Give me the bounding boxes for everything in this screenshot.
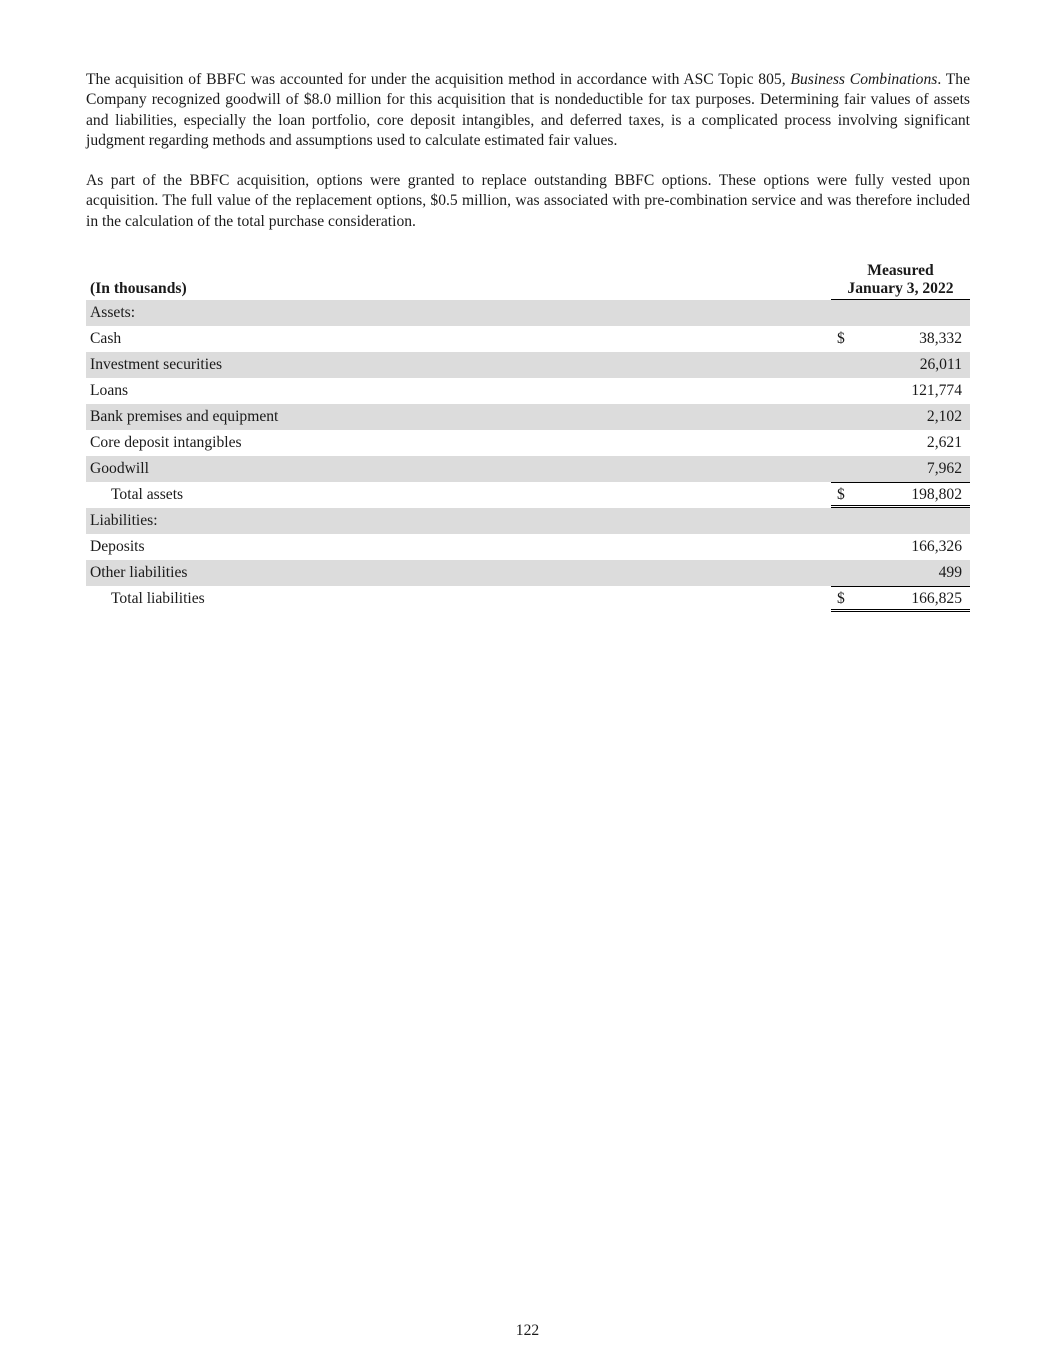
table-row (86, 326, 970, 352)
row-value-cell (831, 404, 970, 430)
row-value-cell (831, 560, 970, 586)
currency-symbol: $ (837, 330, 845, 347)
row-label: Loans (90, 382, 129, 399)
row-label: Cash (90, 330, 122, 347)
row-value: 198,802 (911, 486, 962, 503)
row-value: 2,102 (926, 408, 962, 425)
table-row (86, 378, 970, 404)
table-row (86, 534, 970, 560)
table-row (86, 300, 970, 326)
table-row (86, 508, 970, 534)
row-label: Deposits (90, 538, 145, 555)
row-value: 2,621 (926, 434, 962, 451)
row-value: 38,332 (919, 330, 962, 347)
row-label: Total assets (111, 486, 184, 503)
row-label: Goodwill (90, 460, 149, 477)
column-header-line-2: January 3, 2022 (847, 280, 954, 297)
row-value-cell-total (831, 586, 970, 612)
row-value: 121,774 (911, 382, 962, 399)
paragraph-1-text-b: . The Company recognized goodwill of $8.0 million for this acquisition that is nondeductible for tax purposes. Determining fair values of assets and liabilities, especially the loan portfolio, core deposit intangibles, and deferred taxes, is a complicated process involving significant judgment regarding methods and assumptions used to calculate estimated fair values. (86, 71, 970, 150)
currency-symbol: $ (837, 486, 845, 503)
page-number: 122 (515, 1322, 540, 1339)
table-row-total-liabilities (86, 586, 970, 612)
column-header-line-1: Measured (867, 262, 934, 279)
currency-symbol: $ (837, 590, 845, 607)
table-row (86, 560, 970, 586)
row-value-cell (831, 352, 970, 378)
row-label: Bank premises and equipment (90, 408, 279, 425)
row-value-cell (831, 456, 970, 482)
row-label: Other liabilities (90, 564, 188, 581)
paragraph-1-italic-term: Business Combinations (790, 71, 938, 88)
table-row (86, 352, 970, 378)
row-value-cell (831, 378, 970, 404)
paragraph-acquisition-method (86, 70, 970, 152)
table-row (86, 430, 970, 456)
paragraph-replacement-options: As part of the BBFC acquisition, options were granted to replace outstanding BBFC options. These options were fully vested upon acquisition. The full value of the replacement options, $0.5 million, was associated with pre-combination service and was therefore included in the calculation of the total purchase consideration. (86, 172, 970, 230)
row-label: Total liabilities (111, 590, 205, 607)
row-label: Core deposit intangibles (90, 434, 242, 451)
row-value: 166,326 (911, 538, 962, 555)
row-value-cell (831, 326, 970, 352)
table-row (86, 456, 970, 482)
table-header-units: (In thousands) (90, 280, 187, 297)
row-value-cell (831, 430, 970, 456)
row-label: Investment securities (90, 356, 223, 373)
row-value: 499 (938, 564, 962, 581)
row-label: Liabilities: (90, 512, 158, 529)
row-value: 26,011 (919, 356, 962, 373)
table-row (86, 404, 970, 430)
row-value-cell-total (831, 482, 970, 508)
purchase-price-allocation-table (86, 260, 970, 612)
paragraph-1-text-a: The acquisition of BBFC was accounted for under the acquisition method in accordance with ASC Topic 805, (86, 71, 791, 88)
row-value: 7,962 (926, 460, 962, 477)
table-header-row (86, 260, 970, 300)
row-value-cell (831, 534, 970, 560)
table-row-total-assets (86, 482, 970, 508)
table-column-header (831, 262, 970, 300)
row-value: 166,825 (911, 590, 962, 607)
row-label: Assets: (90, 304, 136, 321)
